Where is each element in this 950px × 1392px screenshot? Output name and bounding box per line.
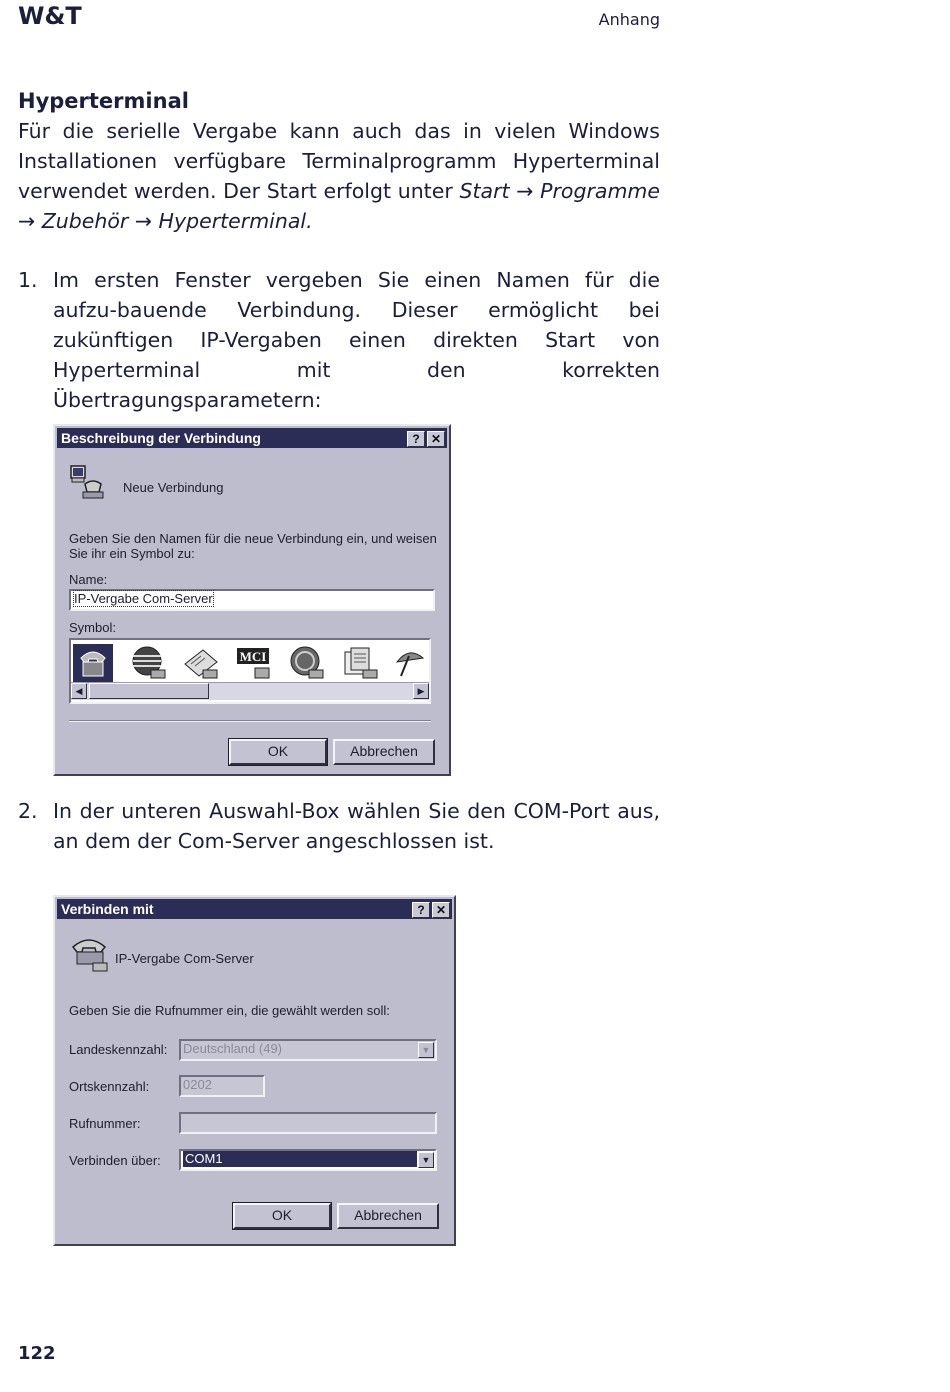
name-label: Name:: [69, 572, 108, 587]
name-input[interactable]: [69, 589, 435, 611]
brand-logo: W&T: [18, 2, 82, 30]
documents-icon[interactable]: [341, 644, 381, 682]
step-number: 1.: [18, 268, 38, 292]
area-code-label: Ortskennzahl:: [69, 1079, 150, 1094]
intro-text: Für die serielle Vergabe kann auch das in vielen Windows Installationen verfügbare Terminalprogramm Hyperterminal verwendet werden. Der Start erfolgt unter: [18, 119, 660, 203]
phone-number-label: Rufnummer:: [69, 1116, 141, 1131]
symbol-scrollbar[interactable]: [71, 682, 429, 700]
computers-phone-icon: [69, 462, 109, 502]
step-2: [18, 796, 660, 856]
globe-icon[interactable]: [129, 644, 169, 682]
instruction-line-1: Geben Sie den Namen für die neue Verbindung ein, und weisen: [69, 531, 437, 546]
scroll-left-icon[interactable]: ◀: [71, 683, 87, 699]
instruction-line-2: Sie ihr ein Symbol zu:: [69, 546, 195, 561]
ge-icon[interactable]: [287, 644, 327, 682]
step-1: [18, 265, 660, 415]
dialog-connect-to: [53, 895, 456, 1246]
dialog-connection-description: [53, 424, 451, 776]
fax-icon[interactable]: [181, 644, 221, 682]
country-value: Deutschland (49): [183, 1041, 282, 1056]
dialog-titlebar: [57, 899, 452, 919]
phone-icon[interactable]: [73, 644, 113, 682]
instruction-text: Geben Sie die Rufnummer ein, die gewählt werden soll:: [69, 1003, 390, 1018]
cancel-button[interactable]: Abbrechen: [333, 739, 435, 765]
connect-via-value: COM1: [183, 1151, 417, 1167]
close-button[interactable]: ✕: [432, 902, 450, 918]
dialog-title: Beschreibung der Verbindung: [61, 430, 261, 446]
symbol-label: Symbol:: [69, 620, 116, 635]
section-heading: Hyperterminal: [18, 89, 189, 113]
area-code-input[interactable]: [179, 1075, 265, 1097]
name-value: IP-Vergabe Com-Server: [74, 591, 213, 606]
connection-name: IP-Vergabe Com-Server: [115, 951, 254, 966]
chevron-down-icon[interactable]: ▼: [418, 1152, 434, 1168]
help-button[interactable]: ?: [412, 902, 430, 918]
mci-logo-text: MCI: [239, 649, 267, 664]
dialog-titlebar: [57, 428, 447, 448]
country-select[interactable]: [179, 1039, 437, 1061]
phone-number-input[interactable]: [179, 1112, 437, 1134]
ok-button[interactable]: OK: [229, 739, 327, 765]
connection-caption: Neue Verbindung: [123, 480, 224, 495]
scroll-right-icon[interactable]: ▶: [413, 683, 429, 699]
divider: [69, 720, 431, 722]
scroll-thumb[interactable]: [89, 683, 209, 699]
menu-path: Start → Programme → Zubehör → Hyperterminal.: [18, 179, 660, 233]
step-text: Im ersten Fenster vergeben Sie einen Namen für die aufzu-bauende Verbindung. Dieser ermöglicht bei zukünftigen IP-Vergaben einen direkten Start von Hyperterminal mit den korrekten Übertragungsparametern:: [53, 268, 660, 412]
page-number: 122: [18, 1343, 56, 1364]
ok-button[interactable]: OK: [233, 1203, 331, 1229]
area-code-value: 0202: [183, 1077, 212, 1092]
phone-icon: [69, 933, 111, 973]
mci-icon[interactable]: [235, 644, 275, 682]
chevron-down-icon[interactable]: ▼: [418, 1042, 434, 1058]
section-title: Anhang: [598, 10, 660, 29]
close-button[interactable]: ✕: [427, 431, 445, 447]
dialog-title: Verbinden mit: [61, 901, 154, 917]
step-number: 2.: [18, 799, 38, 823]
step-text: In der unteren Auswahl-Box wählen Sie den COM-Port aus, an dem der Com-Server angeschlossen ist.: [53, 799, 660, 853]
country-label: Landeskennzahl:: [69, 1042, 168, 1057]
connect-via-select[interactable]: [179, 1149, 437, 1171]
intro-paragraph: [18, 116, 660, 236]
connect-via-label: Verbinden über:: [69, 1153, 161, 1168]
umbrella-icon[interactable]: [393, 644, 431, 682]
intro-section: [18, 86, 660, 236]
help-button[interactable]: ?: [407, 431, 425, 447]
cancel-button[interactable]: Abbrechen: [337, 1203, 439, 1229]
